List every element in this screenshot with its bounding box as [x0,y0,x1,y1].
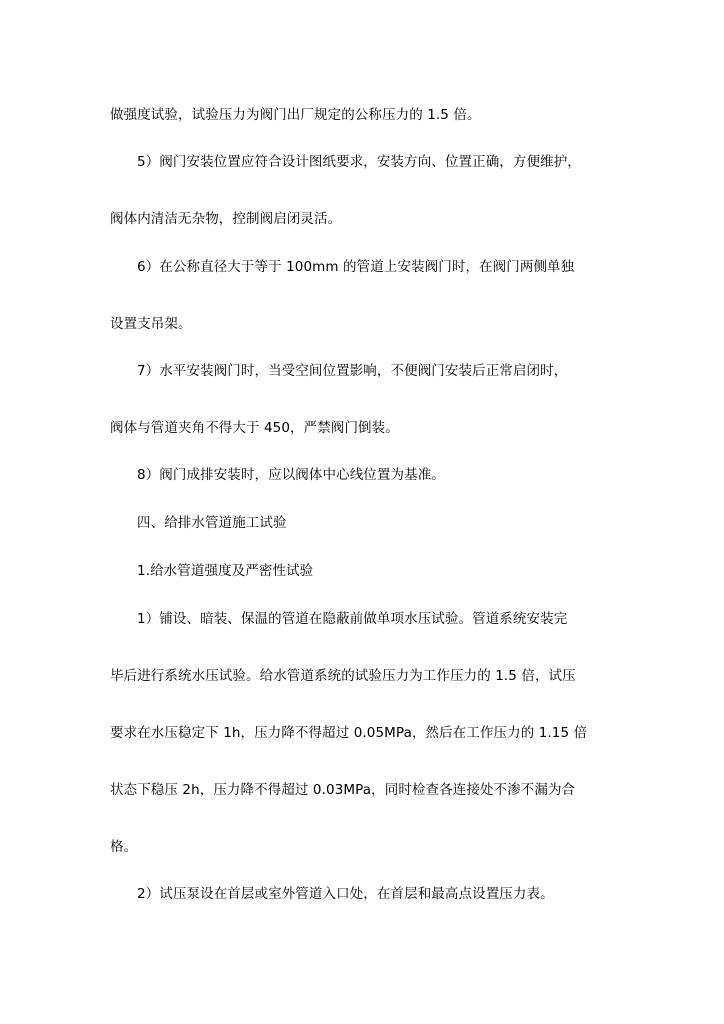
text-line: 要求在水压稳定下 1h，压力降不得超过 0.05MPa，然后在工作压力的 1.15 倍 [110,725,588,741]
text-line: 毕后进行系统水压试验。给水管道系统的试验压力为工作压力的 1.5 倍，试压 [110,668,576,684]
text-line: 6）在公称直径大于等于 100mm 的管道上安装阀门时，在阀门两侧单独 [137,259,575,275]
section-heading: 四、给排水管道施工试验 [137,515,287,531]
text-line: 7）水平安装阀门时，当受空间位置影响，不便阀门安装后正常启闭时， [137,363,568,379]
text-line: 1）铺设、暗装、保温的管道在隐蔽前做单项水压试验。管道系统安装完 [137,611,568,627]
text-line: 做强度试验，试验压力为阀门出厂规定的公称压力的 1.5 倍。 [110,107,481,123]
text-line: 5）阀门安装位置应符合设计图纸要求，安装方向、位置正确，方便维护， [137,154,581,170]
text-line: 设置支吊架。 [110,316,192,332]
text-line: 状态下稳压 2h，压力降不得超过 0.03MPa，同时检查各连接处不渗不漏为合 [110,782,576,798]
subsection-heading: 1.给水管道强度及严密性试验 [137,563,314,579]
text-line: 格。 [110,839,138,855]
text-line: 2）试压泵设在首层或室外管道入口处，在首层和最高点设置压力表。 [137,886,554,902]
text-line: 阀体与管道夹角不得大于 450，严禁阀门倒装。 [110,420,399,436]
text-line: 阀体内清洁无杂物，控制阀启闭灵活。 [110,211,342,227]
text-line: 8）阀门成排安装时，应以阀体中心线位置为基准。 [137,467,445,483]
